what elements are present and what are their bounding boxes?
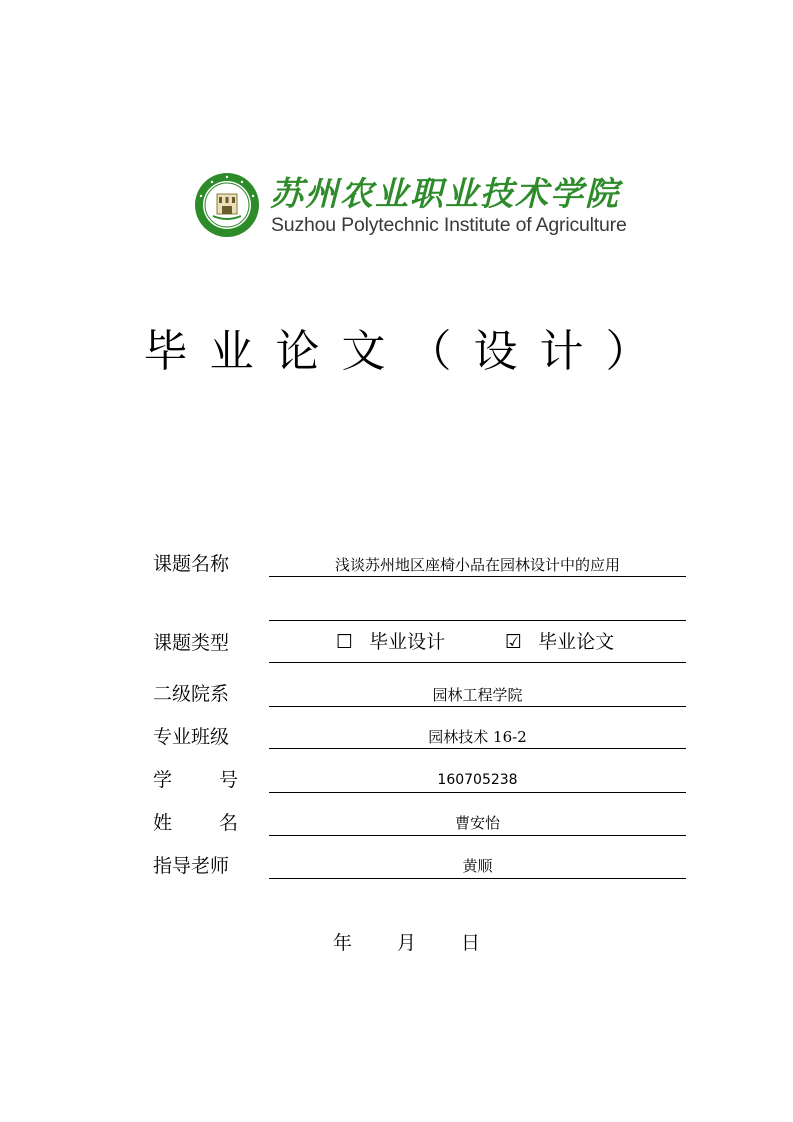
type-underline bbox=[269, 662, 686, 663]
unchecked-box-icon[interactable]: ☐ bbox=[336, 631, 354, 653]
student-id-label bbox=[153, 768, 238, 792]
date-year: 年 bbox=[333, 932, 353, 954]
department-underline bbox=[269, 706, 686, 707]
school-name-en: Suzhou Polytechnic Institute of Agriculture bbox=[271, 214, 627, 236]
type-option-thesis-label: 毕业论文 bbox=[538, 631, 615, 653]
name-label bbox=[153, 811, 238, 835]
type-option-thesis[interactable] bbox=[505, 630, 614, 654]
date-day: 日 bbox=[461, 932, 481, 954]
major-class-underline bbox=[269, 748, 686, 749]
topic-underline-2 bbox=[269, 620, 686, 621]
name-label-char-2: 名 bbox=[218, 812, 238, 834]
topic-value: 浅谈苏州地区座椅小品在园林设计中的应用 bbox=[334, 556, 620, 574]
student-id-value: 160705238 bbox=[437, 772, 518, 788]
advisor-label: 指导老师 bbox=[153, 855, 230, 877]
student-id-label-char-2: 号 bbox=[218, 769, 238, 791]
type-option-design-label: 毕业设计 bbox=[369, 631, 446, 653]
name-value: 曹安怡 bbox=[454, 814, 500, 832]
department-label: 二级院系 bbox=[153, 683, 230, 705]
checked-box-icon[interactable]: ☑ bbox=[505, 631, 523, 653]
school-name-cn: 苏州农业职业技术学院 bbox=[270, 174, 620, 213]
advisor-value: 黄顺 bbox=[462, 857, 493, 875]
student-id-label-char-1: 学 bbox=[153, 769, 173, 791]
major-class-value: 园林技术 16-2 bbox=[428, 728, 527, 746]
name-label-char-1: 姓 bbox=[153, 812, 173, 834]
school-logo bbox=[194, 172, 664, 240]
document-title: 毕业论文（设计） bbox=[143, 326, 672, 377]
type-option-design[interactable] bbox=[336, 630, 445, 654]
name-underline bbox=[269, 835, 686, 836]
advisor-underline bbox=[269, 878, 686, 879]
topic-underline bbox=[269, 576, 686, 577]
department-value: 园林工程学院 bbox=[432, 686, 523, 704]
date-month: 月 bbox=[397, 932, 417, 954]
type-label: 课题类型 bbox=[153, 632, 230, 654]
major-class-label: 专业班级 bbox=[153, 726, 230, 748]
topic-label: 课题名称 bbox=[153, 553, 230, 575]
school-seal-icon bbox=[194, 172, 260, 238]
student-id-underline bbox=[269, 792, 686, 793]
